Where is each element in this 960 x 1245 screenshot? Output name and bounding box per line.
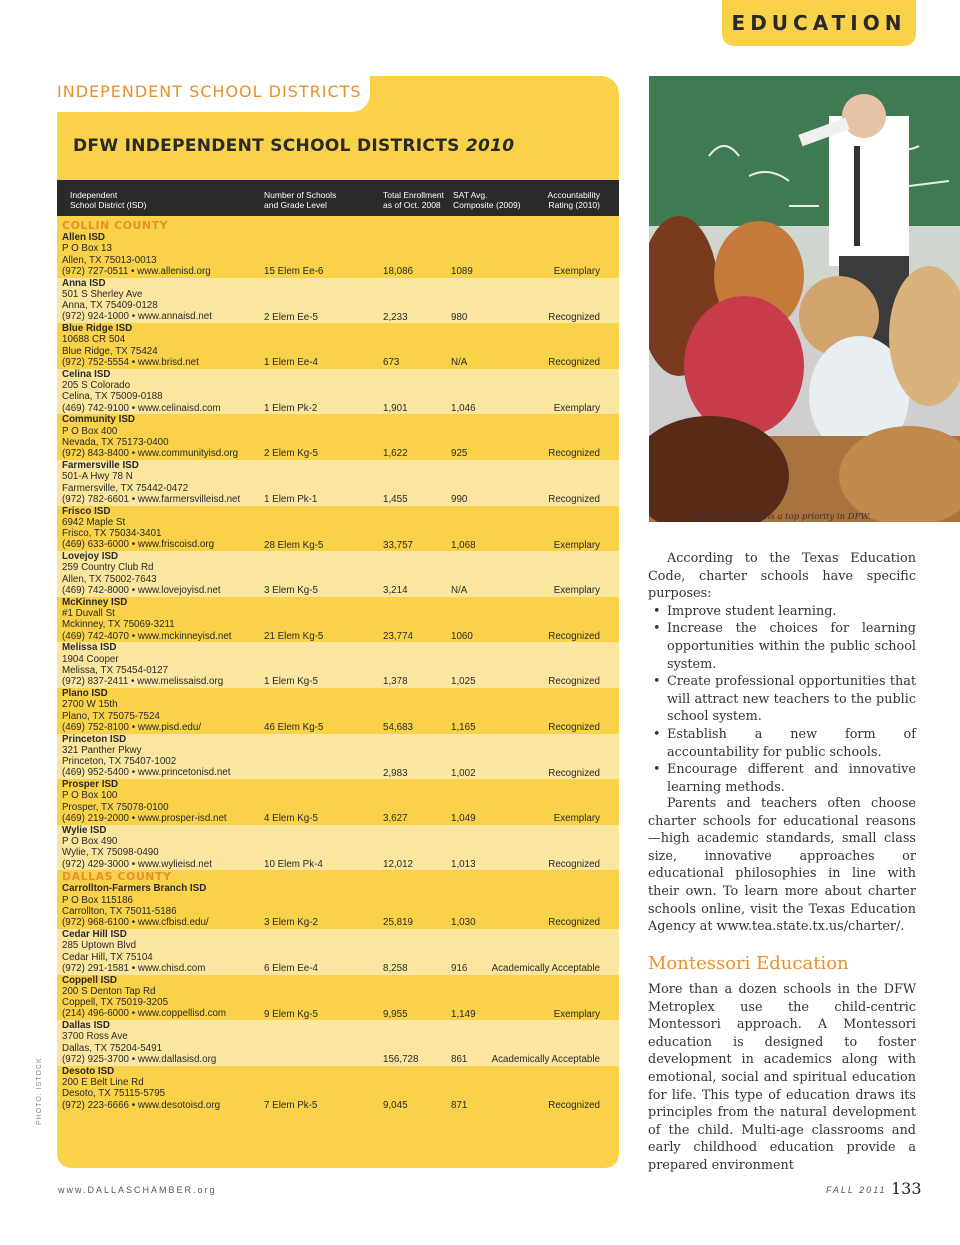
cell-sat: 925 xyxy=(451,448,468,460)
district-city-line: Anna, TX 75409-0128 xyxy=(62,300,158,312)
purpose-item: • Encourage different and innovative learning methods. xyxy=(648,761,916,796)
district-address-line: 259 Country Club Rd xyxy=(62,562,154,574)
cell-sat: 1,068 xyxy=(451,539,476,551)
district-city-line: Princeton, TX 75407-1002 xyxy=(62,756,177,768)
purpose-item: • Improve student learning. xyxy=(648,603,916,621)
cell-schools: 21 Elem Kg-5 xyxy=(264,630,324,642)
section-tab xyxy=(722,0,916,46)
district-address-line: 501-A Hwy 78 N xyxy=(62,471,133,483)
district-address-line: 501 S Sherley Ave xyxy=(62,288,143,300)
table-row xyxy=(57,779,619,825)
table-row xyxy=(57,642,619,688)
purpose-item: • Create professional opportunities that will attract new teachers to the public school system. xyxy=(648,673,916,726)
cell-schools: 28 Elem Kg-5 xyxy=(264,539,324,551)
district-address-line: 200 E Belt Line Rd xyxy=(62,1076,144,1088)
cell-rating: Exemplary xyxy=(553,266,600,277)
cell-rating: Academically Acceptable xyxy=(491,962,600,974)
cell-rating: Exemplary xyxy=(553,813,600,825)
district-address-line: 285 Uptown Blvd xyxy=(62,940,137,952)
table-row xyxy=(57,323,619,369)
district-contact[interactable]: (972) 843-8400 • www.communityisd.org xyxy=(62,448,239,460)
cell-schools: 7 Elem Pk-5 xyxy=(264,1099,318,1111)
district-city-line: Plano, TX 75075-7524 xyxy=(62,710,160,722)
district-address xyxy=(62,597,232,642)
table-row xyxy=(57,369,619,415)
table-header xyxy=(57,180,619,216)
section-label: INDEPENDENT SCHOOL DISTRICTS xyxy=(57,82,362,101)
district-contact[interactable]: (469) 742-4070 • www.mckinneyisd.net xyxy=(62,630,232,642)
cell-schools: 9 Elem Kg-5 xyxy=(264,1008,318,1020)
district-city-line: Cedar Hill, TX 75104 xyxy=(62,951,153,963)
cell-rating: Recognized xyxy=(548,858,600,870)
district-name: Melissa ISD xyxy=(62,642,117,654)
district-name: Wylie ISD xyxy=(62,824,107,836)
district-address-line: #1 Duvall St xyxy=(62,608,115,620)
district-contact[interactable]: (972) 837-2411 • www.melissaisd.org xyxy=(62,676,224,688)
cell-enrollment: 33,757 xyxy=(383,539,413,551)
cell-enrollment: 156,728 xyxy=(383,1054,419,1066)
cell-sat: 980 xyxy=(451,311,468,323)
section-label-box xyxy=(57,76,370,112)
table-row xyxy=(57,551,619,597)
table-title-text: DFW INDEPENDENT SCHOOL DISTRICTS xyxy=(73,136,460,156)
cell-sat: 1089 xyxy=(451,266,473,277)
table-row xyxy=(57,460,619,506)
district-contact[interactable]: (469) 742-9100 • www.celinaisd.com xyxy=(62,402,221,414)
district-name: Coppell ISD xyxy=(62,974,117,986)
cell-enrollment: 9,955 xyxy=(383,1008,408,1020)
district-name: Lovejoy ISD xyxy=(62,551,119,563)
footer-url[interactable]: www.DALLASCHAMBER.org xyxy=(58,1185,217,1195)
photo-credit: PHOTO: ISTOCK xyxy=(36,1057,43,1125)
district-city-line: Carrollton, TX 75011-5186 xyxy=(62,905,177,917)
cell-enrollment: 1,901 xyxy=(383,402,408,414)
district-city-line: Blue Ridge, TX 75424 xyxy=(62,345,158,357)
table-row xyxy=(57,414,619,460)
cell-enrollment: 3,214 xyxy=(383,585,408,597)
intro-paragraph: According to the Texas Education Code, charter schools have specific purposes: xyxy=(648,551,916,602)
cell-schools: 1 Elem Pk-2 xyxy=(264,402,318,414)
district-address xyxy=(62,929,205,974)
district-contact[interactable]: (972) 223-6666 • www.desotoisd.org xyxy=(62,1099,221,1111)
district-contact[interactable]: (214) 496-6000 • www.coppellisd.com xyxy=(62,1008,227,1020)
cell-enrollment: 18,086 xyxy=(383,266,413,277)
district-address xyxy=(62,551,221,596)
district-contact[interactable]: (972) 968-6100 • www.cfbisd.edu/ xyxy=(62,917,209,929)
district-name: Dallas ISD xyxy=(62,1020,110,1032)
district-address xyxy=(62,460,240,505)
district-name: Blue Ridge ISD xyxy=(62,323,133,335)
district-address xyxy=(62,369,221,414)
cell-enrollment: 673 xyxy=(383,357,400,369)
district-city-line: Wylie, TX 75098-0490 xyxy=(62,847,159,859)
header-district: Independent School District (ISD) xyxy=(70,190,147,210)
cell-rating: Recognized xyxy=(548,311,600,323)
district-address xyxy=(62,506,214,551)
district-address-line: 3700 Ross Ave xyxy=(62,1031,128,1043)
cell-schools: 3 Elem Kg-5 xyxy=(264,585,318,597)
table-row xyxy=(57,688,619,734)
district-city-line: Prosper, TX 75078-0100 xyxy=(62,801,169,813)
photo-caption: Education remains a top priority in DFW. xyxy=(693,512,871,522)
cell-rating: Recognized xyxy=(548,917,600,929)
district-contact[interactable]: (469) 952-5400 • www.princetonisd.net xyxy=(62,767,231,779)
cell-rating: Academically Acceptable xyxy=(491,1054,600,1066)
cell-rating: Recognized xyxy=(548,721,600,733)
district-name: Anna ISD xyxy=(62,277,106,289)
cell-sat: 1,046 xyxy=(451,402,476,414)
districts-table-panel xyxy=(57,76,619,1168)
cell-sat: 1060 xyxy=(451,630,473,642)
district-contact[interactable]: (972) 291-1581 • www.chisd.com xyxy=(62,962,206,974)
header-accountability: Accountability Rating (2010) xyxy=(547,190,600,210)
district-contact[interactable]: (469) 742-8000 • www.lovejoyisd.net xyxy=(62,585,221,597)
table-row xyxy=(57,883,619,929)
cell-sat: N/A xyxy=(451,357,468,369)
table-row xyxy=(57,1020,619,1066)
cell-sat: 1,149 xyxy=(451,1008,476,1020)
district-city-line: Desoto, TX 75115-5795 xyxy=(62,1088,166,1100)
district-address-line: 205 S Colorado xyxy=(62,380,131,392)
cell-sat: 1,030 xyxy=(451,917,476,929)
district-name: Plano ISD xyxy=(62,687,108,699)
table-row xyxy=(57,597,619,643)
district-address xyxy=(62,688,201,733)
table-row xyxy=(57,506,619,552)
montessori-block xyxy=(648,981,916,1175)
table-row xyxy=(57,929,619,975)
district-name: Desoto ISD xyxy=(62,1065,115,1077)
district-name: Allen ISD xyxy=(62,232,106,243)
district-address-line: 321 Panther Pkwy xyxy=(62,744,142,756)
district-city-line: Coppell, TX 75019-3205 xyxy=(62,997,169,1009)
district-name: McKinney ISD xyxy=(62,596,128,608)
table-title xyxy=(73,136,514,156)
charter-purposes-block xyxy=(648,550,916,796)
table-row xyxy=(57,232,619,278)
table-row xyxy=(57,734,619,780)
cell-schools: 2 Elem Ee-5 xyxy=(264,311,318,323)
district-contact[interactable]: (972) 752-5554 • www.brisd.net xyxy=(62,357,199,369)
cell-schools: 1 Elem Pk-1 xyxy=(264,493,318,505)
district-address-line: 200 S Denton Tap Rd xyxy=(62,985,156,997)
district-city-line: Dallas, TX 75204-5491 xyxy=(62,1042,163,1054)
district-city-line: Allen, TX 75013-0013 xyxy=(62,254,157,266)
district-name: Princeton ISD xyxy=(62,733,127,745)
district-name: Community ISD xyxy=(62,414,135,426)
montessori-heading: Montessori Education xyxy=(648,953,849,974)
cell-enrollment: 23,774 xyxy=(383,630,413,642)
classroom-photo xyxy=(649,76,960,522)
district-city-line: Frisco, TX 75034-3401 xyxy=(62,528,162,540)
cell-schools: 3 Elem Kg-2 xyxy=(264,917,318,929)
district-address-line: P O Box 100 xyxy=(62,790,118,802)
parents-paragraph: Parents and teachers often choose charter schools for educational reasons—high academic standards, small class size, innovative approaches or educational philosophies in line with their own. To learn more about charter schools online, visit the Texas Education Agency at www.tea.state.tx.us/charter/. xyxy=(648,796,916,935)
table-row xyxy=(57,278,619,324)
district-city-line: Melissa, TX 75454-0127 xyxy=(62,664,169,676)
cell-schools: 4 Elem Kg-5 xyxy=(264,813,318,825)
district-city-line: Farmersville, TX 75442-0472 xyxy=(62,482,189,494)
cell-enrollment: 9,045 xyxy=(383,1099,408,1111)
district-address-line: 6942 Maple St xyxy=(62,516,126,528)
cell-sat: 861 xyxy=(451,1054,468,1066)
cell-rating: Recognized xyxy=(548,630,600,642)
district-name: Cedar Hill ISD xyxy=(62,928,127,940)
district-address xyxy=(62,1020,216,1065)
cell-enrollment: 54,683 xyxy=(383,721,413,733)
district-name: Prosper ISD xyxy=(62,779,119,791)
district-contact[interactable]: (972) 429-3000 • www.wylieisd.net xyxy=(62,858,212,870)
district-contact[interactable]: (972) 925-3700 • www.dallasisd.org xyxy=(62,1053,217,1065)
district-name: Celina ISD xyxy=(62,368,111,380)
district-contact[interactable]: (972) 727-0511 • www.allenisd.org xyxy=(62,265,211,277)
cell-sat: 990 xyxy=(451,493,468,505)
cell-schools: 6 Elem Ee-4 xyxy=(264,962,318,974)
district-address xyxy=(62,323,199,368)
cell-enrollment: 2,233 xyxy=(383,311,408,323)
cell-enrollment: 3,627 xyxy=(383,813,408,825)
cell-sat: 916 xyxy=(451,962,468,974)
table-title-year: 2010 xyxy=(465,136,515,156)
cell-sat: 871 xyxy=(451,1099,468,1111)
header-sat: SAT Avg. Composite (2009) xyxy=(453,190,521,210)
cell-enrollment: 1,622 xyxy=(383,448,408,460)
district-address xyxy=(62,1066,220,1111)
cell-schools: 1 Elem Ee-4 xyxy=(264,357,318,369)
district-address xyxy=(62,734,230,779)
district-address xyxy=(62,232,211,277)
cell-rating: Recognized xyxy=(548,448,600,460)
cell-enrollment: 8,258 xyxy=(383,962,408,974)
district-address xyxy=(62,278,212,323)
cell-schools: 15 Elem Ee-6 xyxy=(264,266,324,277)
district-address xyxy=(62,825,212,870)
cell-rating: Recognized xyxy=(548,1099,600,1111)
table-body xyxy=(57,219,619,1111)
district-name: Frisco ISD xyxy=(62,505,111,517)
district-contact[interactable]: (972) 924-1000 • www.annaisd.net xyxy=(62,311,212,323)
page-number: 133 xyxy=(891,1179,922,1198)
district-name: Carrollton-Farmers Branch ISD xyxy=(62,883,207,895)
purpose-item: • Increase the choices for learning opportunities within the public school system. xyxy=(648,620,916,673)
district-contact[interactable]: (469) 219-2000 • www.prosper-isd.net xyxy=(62,813,227,825)
district-contact[interactable]: (469) 633-6000 • www.friscoisd.org xyxy=(62,539,215,551)
district-address-line: P O Box 490 xyxy=(62,836,118,848)
district-city-line: Allen, TX 75002-7643 xyxy=(62,573,157,585)
table-row xyxy=(57,1066,619,1112)
cell-sat: 1,013 xyxy=(451,858,476,870)
section-tab-label: EDUCATION xyxy=(731,11,907,35)
header-schools: Number of Schools and Grade Level xyxy=(264,190,337,210)
district-city-line: Nevada, TX 75173-0400 xyxy=(62,436,169,448)
cell-rating: Recognized xyxy=(548,676,600,688)
cell-enrollment: 25,819 xyxy=(383,917,413,929)
parents-block xyxy=(648,795,916,936)
cell-rating: Recognized xyxy=(548,767,600,779)
cell-sat: 1,049 xyxy=(451,813,476,825)
district-address xyxy=(62,414,238,459)
cell-schools: 1 Elem Kg-5 xyxy=(264,676,318,688)
district-address-line: 2700 W 15th xyxy=(62,699,118,711)
purpose-item: • Establish a new form of accountability for public schools. xyxy=(648,726,916,761)
district-city-line: Celina, TX 75009-0188 xyxy=(62,391,163,403)
cell-rating: Exemplary xyxy=(553,1008,600,1020)
cell-schools: 46 Elem Kg-5 xyxy=(264,721,324,733)
montessori-paragraph: More than a dozen schools in the DFW Metroplex use the child-centric Montessori approach. A Montessori education is designed to foster development in academics along with emotional, social and spiritual education for life. This type of education draws its principles from the natural development of the child. Multi-age classrooms and early childhood education provide a prepared environment xyxy=(648,982,916,1173)
district-address-line: 1904 Cooper xyxy=(62,653,119,665)
district-address xyxy=(62,779,227,824)
cell-rating: Exemplary xyxy=(553,402,600,414)
header-enrollment: Total Enrollment as of Oct. 2008 xyxy=(383,190,444,210)
county-heading: COLLIN COUNTY xyxy=(62,219,169,232)
district-contact[interactable]: (972) 782-6601 • www.farmersvilleisd.net xyxy=(62,493,241,505)
cell-enrollment: 2,983 xyxy=(383,767,408,779)
cell-sat: 1,025 xyxy=(451,676,476,688)
cell-schools: 10 Elem Pk-4 xyxy=(264,858,323,870)
footer-issue: FALL 2011 xyxy=(826,1185,887,1195)
purposes-list xyxy=(648,603,916,797)
cell-sat: 1,002 xyxy=(451,767,476,779)
cell-enrollment: 1,455 xyxy=(383,493,408,505)
cell-rating: Exemplary xyxy=(553,585,600,597)
district-address-line: P O Box 400 xyxy=(62,425,118,437)
district-address-line: P O Box 115186 xyxy=(62,894,133,906)
district-address xyxy=(62,975,226,1020)
district-address-line: 10688 CR 504 xyxy=(62,334,126,346)
district-address xyxy=(62,642,223,687)
cell-rating: Recognized xyxy=(548,493,600,505)
district-contact[interactable]: (469) 752-8100 • www.pisd.edu/ xyxy=(62,721,202,733)
cell-sat: N/A xyxy=(451,585,468,597)
cell-schools: 2 Elem Kg-5 xyxy=(264,448,318,460)
cell-rating: Exemplary xyxy=(553,539,600,551)
district-address-line: P O Box 13 xyxy=(62,243,112,255)
district-address xyxy=(62,883,209,928)
cell-sat: 1,165 xyxy=(451,721,476,733)
district-name: Farmersville ISD xyxy=(62,459,139,471)
cell-enrollment: 1,378 xyxy=(383,676,408,688)
table-row xyxy=(57,825,619,871)
district-city-line: Mckinney, TX 75069-3211 xyxy=(62,619,175,631)
county-heading: DALLAS COUNTY xyxy=(62,870,172,884)
cell-enrollment: 12,012 xyxy=(383,858,413,870)
cell-rating: Recognized xyxy=(548,357,600,369)
table-row xyxy=(57,975,619,1021)
